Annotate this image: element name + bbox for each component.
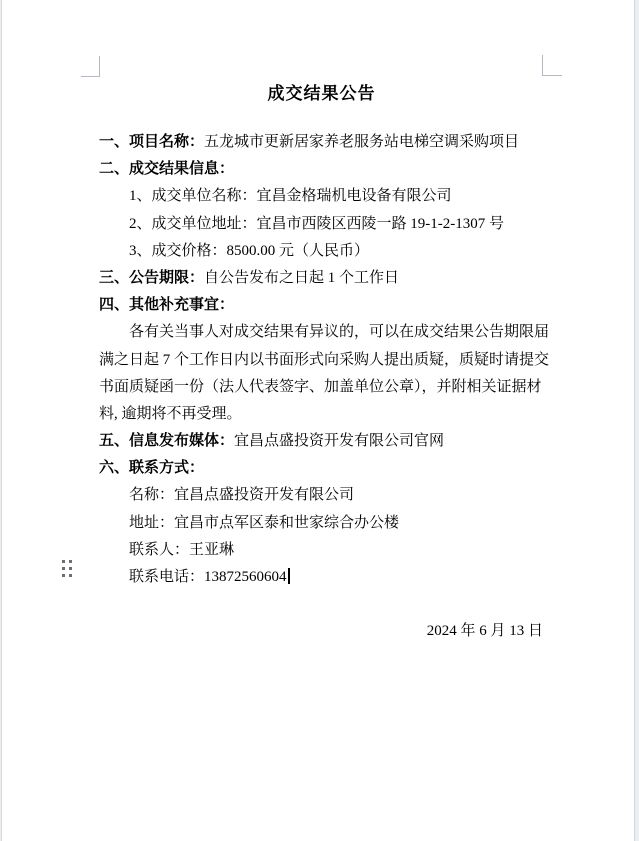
line-label: 二、成交结果信息： bbox=[99, 161, 235, 178]
date-text: 2024 年 6 月 13 日 bbox=[426, 623, 543, 640]
paragraph-drag-handle-icon[interactable] bbox=[62, 560, 72, 577]
line-text: 2、成交单位地址：宜昌市西陵区西陵一路 19-1-2-1307 号 bbox=[129, 215, 504, 232]
line-contact-heading bbox=[99, 455, 543, 482]
text-caret bbox=[288, 568, 290, 584]
line-winner-address bbox=[99, 211, 543, 238]
line-paragraph-4 bbox=[99, 401, 543, 428]
margin-crop-mark-top-left bbox=[81, 56, 100, 77]
line-label: 一、项目名称： bbox=[99, 134, 205, 150]
drag-handle-dots bbox=[62, 560, 65, 563]
line-text: 1、成交单位名称：宜昌金格瑞机电设备有限公司 bbox=[129, 188, 452, 205]
line-text: 地址：宜昌市点军区泰和世家综合办公楼 bbox=[129, 514, 400, 531]
line-label: 五、信息发布媒体： bbox=[99, 433, 235, 450]
margin-crop-mark-top-right bbox=[542, 55, 562, 76]
line-other-heading bbox=[99, 292, 543, 319]
line-winner-name bbox=[99, 183, 543, 210]
document-title: 成交结果公告 bbox=[267, 84, 376, 103]
line-contact-name bbox=[99, 482, 543, 509]
line-winner-price bbox=[99, 238, 543, 265]
line-label: 四、其他补充事宜： bbox=[99, 297, 235, 314]
line-project-name bbox=[99, 129, 543, 156]
line-text: 五龙城市更新居家养老服务站电梯空调采购项目 bbox=[204, 134, 520, 150]
line-media bbox=[99, 428, 543, 455]
line-paragraph-1 bbox=[99, 319, 550, 346]
line-result-heading bbox=[99, 156, 543, 183]
document-page[interactable] bbox=[1, 0, 635, 841]
document-date bbox=[99, 618, 543, 645]
line-text: 各有关当事人对成交结果有异议的，可以在成交结果公告期限届 bbox=[129, 324, 550, 341]
line-contact-person bbox=[99, 537, 543, 564]
line-paragraph-3 bbox=[99, 374, 543, 401]
line-text: 书面质疑函一份（法人代表签字、加盖单位公章），并附相关证据材 bbox=[99, 378, 542, 395]
line-notice-period bbox=[99, 265, 543, 292]
line-text: 自公告发布之日起 1 个工作日 bbox=[204, 269, 400, 286]
line-text: 名称：宜昌点盛投资开发有限公司 bbox=[129, 487, 355, 504]
blank-line bbox=[99, 591, 543, 618]
line-label: 六、联系方式： bbox=[99, 460, 205, 477]
line-text: 3、成交价格：8500.00 元（人民币） bbox=[129, 242, 370, 259]
line-text: 料, 逾期将不再受理。 bbox=[99, 405, 242, 422]
line-text: 宜昌点盛投资开发有限公司官网 bbox=[234, 433, 445, 450]
line-paragraph-2 bbox=[99, 347, 550, 374]
line-label: 三、公告期限： bbox=[99, 269, 205, 286]
line-text: 满之日起 7 个工作日内以书面形式向采购人提出质疑，质疑时请提交 bbox=[99, 351, 550, 368]
line-text: 联系人：王亚琳 bbox=[129, 541, 235, 558]
line-contact-address bbox=[99, 510, 543, 537]
line-text: 联系电话：13872560604 bbox=[129, 569, 287, 585]
line-contact-phone bbox=[99, 564, 543, 591]
document-body bbox=[99, 129, 550, 646]
